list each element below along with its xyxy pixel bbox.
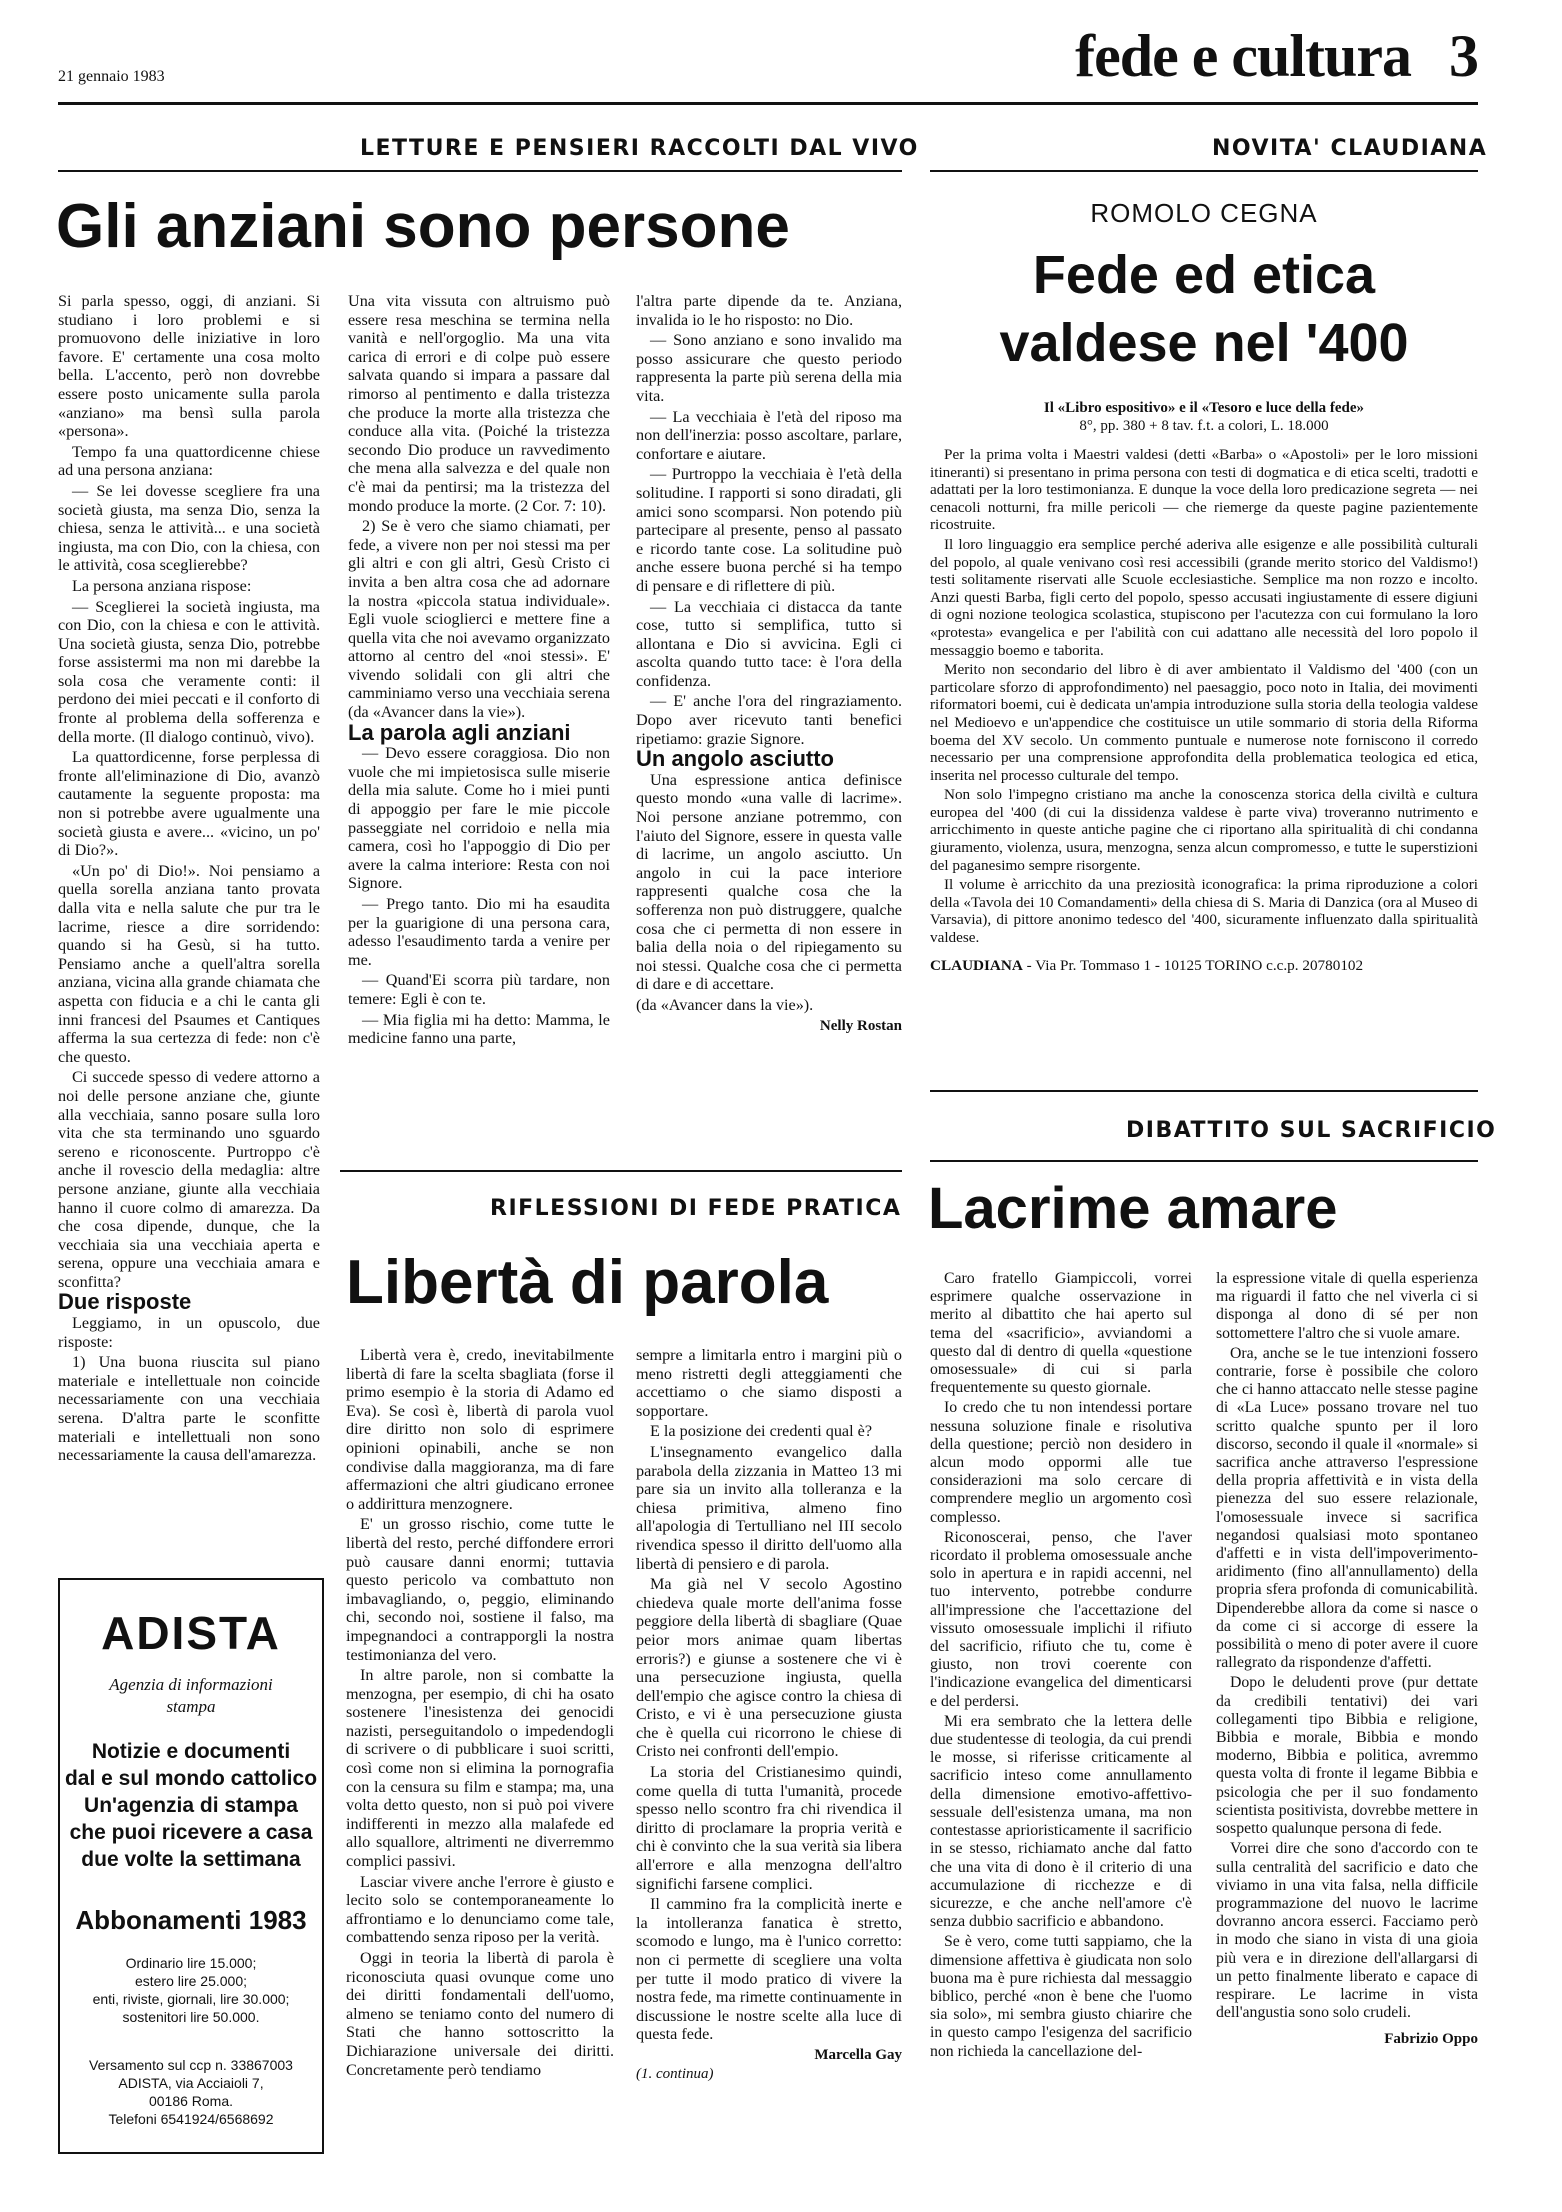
paragraph: Lasciar vivere anche l'errore è giusto e lecito solo se contemporaneamente lo affrontiamo e lo denunciamo come tale, combattendo senza riposo per la verità. <box>346 1872 614 1947</box>
paragraph: (da «Avancer dans la vie»). <box>636 995 814 1014</box>
section-title <box>1075 22 1478 91</box>
paragraph: l'altra parte dipende da te. Anziana, invalida io le ho risposto: no Dio. <box>636 292 902 329</box>
debate-col2 <box>1216 1270 1478 2049</box>
paragraph: E la posizione dei credenti qual è? <box>650 1422 873 1441</box>
adista-contact: ADISTA, via Acciaioli 7, <box>118 2075 264 2091</box>
paragraph: Non solo l'impegno cristiano ma anche la conoscenza storica della civiltà e cultura europea del '400 (di cui la dissidenza valdese è parte viva) troveranno nutrimento e arricchimento in queste antiche pagine che ci riportano alla spiritualità di chi condanna giuramento, violenza, usura, menzogna, senza alcun compromesso, e tutte le superstizioni del paganesimo sempre risorgente. <box>930 786 1478 874</box>
adista-ad <box>58 1578 324 2154</box>
left-col2 <box>348 292 610 1050</box>
publisher-name: CLAUDIANA <box>930 956 1023 974</box>
paragraph: Riconoscerai, penso, che l'aver ricordato il problema omosessuale anche solo in apertura e in rapidi accenni, nel tuo intervento, potrebbe condurre all'impressione che l'accettazione del vissuto omosessuale implichi il rifiuto del sacrificio, rifiuto che tu, come è giusto, non trovi coerente con l'indicazione evangelica del dimenticarsi e del perdersi. <box>930 1528 1192 1710</box>
paragraph: La persona anziana rispose: <box>72 576 252 595</box>
paragraph: — Quand'Ei scorra più tardare, non temere: Egli è con te. <box>348 971 610 1008</box>
paragraph: — La vecchiaia è l'età del riposo ma non dell'inerzia: posso ascoltare, parlare, confortare e aiutare. <box>636 407 902 463</box>
publisher-line <box>930 957 1478 975</box>
right-mid-rule <box>930 1090 1478 1092</box>
paragraph: Per la prima volta i Maestri valdesi (detti «Barba» o «Apostoli» per le loro missioni itineranti) si presentano in prima persona con testi di dogmatica e di etica scelti, tradotti e adattati per la loro testimonianza. E dunque la voce della loro predicazione segreta — nei cenacoli notturni, fra mille pericoli — che riemerge da queste pagine pazientemente ricostruite. <box>930 446 1478 534</box>
debate-headline: Lacrime amare <box>928 1176 1338 1241</box>
author-signature: Fabrizio Oppo <box>1384 2031 1478 2048</box>
adista-line: dal e sul mondo cattolico <box>64 1767 318 1790</box>
paragraph: Tempo fa una quattordicenne chiese ad una persona anziana: <box>58 442 320 480</box>
paragraph: Dopo le deludenti prove (pur dettate da credibili tentativi) dei vari collegamenti tipo Bibbia e religione, Bibbia e morale, Bibbia e mondo moderno, Bibbia e politica, avremmo questa volta di fronte il legame Bibbia e psicologia che per il suo fondamento scientista positivista, dovrebbe mettere in sospetto qualunque persona di fede. <box>1216 1674 1478 1838</box>
book-subtitle: Il «Libro espositivo» e il «Tesoro e luce della fede» <box>1043 400 1365 416</box>
paragraph: — La vecchiaia ci distacca da tante cose, tutto si semplifica, tutto si allontana e Dio si avvicina. Egli ci ascolta quando tutto tace: è l'ora della confidenza. <box>636 597 902 690</box>
paragraph: In altre parole, non si combatte la menzogna, per esempio, di chi ha osato sostenere l'inesistenza dei genocidi nazisti, perseguitandolo o impedendogli di scrivere o di pubblicare i suoi scritti, così come non si elimina la pornografia con la censura su film e stampa; ma, una volta detto questo, non si può poi vivere indifferenti in mezzo alla malafede ed allo squallore, altrimenti ne diverremmo complici passivi. <box>346 1666 614 1871</box>
right-kicker: NOVITA' CLAUDIANA <box>1212 136 1488 161</box>
publisher-address: - Via Pr. Tommaso 1 - 10125 TORINO c.c.p. 20780102 <box>1022 956 1364 974</box>
paragraph: Ci succede spesso di vedere attorno a noi delle persone anziane che, giunte alla vecchiaia, sanno posare sulla loro vita che sta terminando uno sguardo sereno e riconoscente. Purtroppo c'è anche il rovescio della medaglia: altre persone anziane, giunte alla vecchiaia hanno il cuore colmo di amarezza. Da che cosa dipende, dunque, che la vecchiaia sia una vecchiaia aperta e serena, oppure una vecchiaia amara e sconfitta? <box>58 1068 320 1291</box>
paragraph: Il cammino fra la complicità inerte e la intolleranza fanatica è stretto, scomodo e lungo, ma è l'unico corretto: non ci permette di scegliere una volta per tutte il modo pratico di vivere la nostra fede, ma rimette continuamente in discussione le nostre scelte alla luce di questa fede. <box>636 1895 902 2044</box>
paragraph: — E' anche l'ora del ringraziamento. Dopo aver ricevuto tanti benefici ripetiamo: grazie Signore. <box>636 692 902 748</box>
adista-price: sostenitori lire 50.000. <box>122 2009 260 2025</box>
paragraph: Leggiamo, in un opuscolo, due risposte: <box>58 1314 320 1351</box>
paragraph: — Sceglierei la società ingiusta, ma con Dio, con la chiesa e con le attività. Una società giusta, senza Dio, potrebbe forse assistermi ma non mi darebbe la sola cosa che veramente conti: il perdono dei miei peccati e il conforto di fronte al problema della sofferenza e della morte. (Il dialogo continuò, vivo). <box>58 597 320 746</box>
paragraph: — Mia figlia mi ha detto: Mamma, le medicine fanno una parte, <box>348 1010 610 1048</box>
paragraph: Merito non secondario del libro è di aver ambientato il Valdismo del '400 (con un particolare sforzo di approfondimento) nel paesaggio, poco noto in Italia, dei movimenti riformatori boemi, cui è dedicata un'ampia introduzione sulla storia della teologia valdese nel Medioevo e un'appendice che costituisce un utile sommario di storia della Riforma boema del XV secolo. Un commento puntuale e numerose note forniscono il corredo necessario per una comprensione approfondita della problematica teologica ed etica, inserita nel processo culturale del tempo. <box>930 661 1478 784</box>
adista-price: estero lire 25.000; <box>134 1973 248 1989</box>
paragraph: Ma già nel V secolo Agostino chiedeva quale morte dell'anima fosse peggiore della libertà di sbagliare (Quae peior mors animae quam libertas erroris?) e giunse a sostenere che vi è una persecuzione ingiusta, quella dell'empio che agisce contro la chiesa di Cristo, e vi è una persecuzione giusta che è quella cui ricorrono le chiese di Cristo nei confronti dell'empio. <box>636 1575 902 1761</box>
paragraph: sempre a limitarla entro i margini più o meno ristretti degli atteggiamenti che accettiamo o che siamo disposti a sopportare. <box>636 1346 902 1420</box>
debate-kicker: DIBATTITO SUL SACRIFICIO <box>1126 1118 1497 1143</box>
paragraph: — Devo essere coraggiosa. Dio non vuole che mi impietosisca sulle miserie della mia salute. Come ho i miei punti di appoggio per fare le mie piccole passeggiate nel corridoio e nella mia camera, così ho l'appoggio di Dio per avere la calma interiore: Resta con noi Signore. <box>348 744 610 893</box>
paragraph: Una vita vissuta con altruismo può essere resa meschina se termina nella vanità e nell'orgoglio. Ma una vita carica di errori e di colpe può essere salvata quando si impara a passare dal rimorso al pentimento e dalla tristezza che produce la morte alla tristezza che conduce alla vita. (Poiché la tristezza secondo Dio produce un ravvedimento che mena alla salvezza e del quale non c'è mai da pentirsi; ma la tristezza del mondo produce la morte. (2 Cor. 7: 10). <box>348 292 610 515</box>
left-kicker-rule <box>58 170 902 172</box>
adista-line: Un'agenzia di stampa <box>84 1794 298 1817</box>
mid-headline: Libertà di parola <box>346 1248 829 1317</box>
paragraph: 2) Se è vero che siamo chiamati, per fede, a vivere non per noi stessi ma per gli altri e con gli altri, Gesù Cristo ci invita a ben altra cosa che ad adornare la nostra «piccola statua individuale». Egli vuole scioglierci e mettere fine a quella vita che noi avevamo organizzato attorno al centro del «noi stessi». E' vivendo solidali con gli altri che camminiamo verso una vecchiaia serena (da «Avancer dans la vie»). <box>348 517 610 722</box>
author-signature: Nelly Rostan <box>819 1017 902 1034</box>
continuation-note: (1. continua) <box>636 2065 714 2082</box>
subheading: La parola agli anziani <box>348 719 571 745</box>
paragraph: — Purtroppo la vecchiaia è l'età della solitudine. I rapporti si sono diradati, gli amici sono scomparsi. Non potendo più partecipare al presente, penso al passato e ricordo tante cose. La solitudine può anche essere buona perché si ha tempo di pensare e di riflettere di più. <box>636 465 902 595</box>
paragraph: 1) Una buona riuscita sul piano materiale e intellettuale non coincide necessariamente con una vecchiaia serena. D'altra parte le sconfitte materiali e intellettuali non sono necessariamente la causa dell'amarezza. <box>58 1353 320 1465</box>
left-kicker: LETTURE E PENSIERI RACCOLTI DAL VIVO <box>360 136 919 161</box>
paragraph: — Prego tanto. Dio mi ha esaudita per la guarigione di una persona cara, adesso l'esaudimento tarda a venire per me. <box>348 895 610 969</box>
paragraph: Oggi in teoria la libertà di parola è riconosciuta quasi ovunque come uno dei diritti fondamentali dell'uomo, almeno se teniamo conto del numero di Stati che hanno sottoscritto la Dichiarazione universale dei diritti. Concretamente però tendiamo <box>346 1949 614 2079</box>
paragraph: E' un grosso rischio, come tutte le libertà del resto, perché diffondere errori può causare danni enormi; tuttavia questo pericolo va combattuto non imbavagliando, o, peggio, eliminando chi, secondo noi, sostiene il falso, ma impegnandoci a contrapporgli la nostra testimonianza del vero. <box>346 1515 614 1664</box>
paragraph: — Sono anziano e sono invalido ma posso assicurare che questo periodo rappresenta la parte più serena della mia vita. <box>636 331 902 405</box>
left-col3 <box>636 292 902 1035</box>
adista-price: Ordinario lire 15.000; <box>125 1955 257 1971</box>
adista-price: enti, riviste, giornali, lire 30.000; <box>92 1991 290 2007</box>
book-headline-2: valdese nel '400 <box>999 313 1409 373</box>
subheading: Due risposte <box>58 1289 192 1315</box>
section-name: fede e cultura <box>1075 23 1411 89</box>
paragraph: la espressione vitale di quella esperienza ma riguardi il fatto che nel viverla ci si disponga al dono di sé per non sottomettere l'altro che si vuole amare. <box>1216 1270 1478 1342</box>
mid-kicker: RIFLESSIONI DI FEDE PRATICA <box>490 1196 902 1221</box>
adista-logo: ADISTA <box>101 1607 281 1659</box>
book-specs: 8°, pp. 380 + 8 tav. f.t. a colori, L. 18.000 <box>1079 418 1329 434</box>
adista-contact: 00186 Roma. <box>148 2093 234 2109</box>
paragraph: Mi era sembrato che la lettera delle due studentesse di teologia, da cui prendi le mosse, si riferisse criticamente al sacrificio inteso come annullamento della dimensione emotivo-affettivo-sessuale dell'esistenza umana, ma non contestasse aprioristicamente il sacrificio in se stesso, richiamato anche dal fatto che una vita di dono è il criterio di una accumulazione di ricchezze e di sicurezze, e che anche nell'amore c'è senza dubbio sacrificio e abbandono. <box>930 1712 1192 1931</box>
paragraph: — Se lei dovesse scegliere fra una società giusta, ma senza Dio, senza la chiesa, senza le attività... e una società ingiusta, ma con Dio, con la chiesa, con le attività, cosa sceglierebbe? <box>58 481 320 575</box>
adista-subscriptions: Abbonamenti 1983 <box>75 1905 307 1935</box>
author-signature: Marcella Gay <box>814 2046 902 2063</box>
adista-subtitle: Agenzia di informazioni stampa <box>109 1675 273 1716</box>
paragraph: Ora, anche se le tue intenzioni fossero contrarie, forse è possibile che coloro che ci hanno attaccato nelle stesse pagine di «La Luce» possano trovare nel tuo scritto qualche spunto per il loro discorso, secondo il quale il «normale» si sacrifica anche attraverso l'espressione della propria affettività e in vista della pienezza del suo essere relazionale, l'omosessuale invece si sacrifica negandosi qualsiasi moto spontaneo d'affetti e in vista dell'impoverimento-aridimento (fino all'annullamento) della propria sfera profonda di comunicabilità. Dipenderebbe allora da come si nasce o da come ci si accorge di essere la possibilità o meno di poter avere il cuore rallegrato da rispondenze d'affetti. <box>1216 1344 1478 1672</box>
paragraph: Il volume è arricchito da una preziosità iconografica: la prima riproduzione a colori della «Tavola dei 10 Comandamenti» della chiesa di S. Maria di Danzica (ora al Museo di Varsavia), di pittore anonimo tedesco del '400, sicuramente influenzato dalla spiritualità valdese. <box>930 876 1478 947</box>
adista-contact: Telefoni 6541924/6568692 <box>108 2111 274 2127</box>
issue-date: 21 gennaio 1983 <box>58 68 165 85</box>
paragraph: Caro fratello Giampiccoli, vorrei esprimere qualche osservazione in merito al dibattito che hai aperto sul tema del «sacrificio», avviandomi a questo dal di dentro di quella «questione omosessuale» di cui si parla frequentemente su questo giornale. <box>930 1270 1192 1397</box>
left-col1 <box>58 292 320 1467</box>
adista-line: Notizie e documenti <box>91 1740 291 1763</box>
adista-line: due volte la settimana <box>81 1848 301 1871</box>
right-sect2-rule <box>930 1160 1478 1162</box>
left-headline: Gli anziani sono persone <box>56 192 790 261</box>
book-headline-1: Fede ed etica <box>1032 245 1376 305</box>
adista-line: che puoi ricevere a casa <box>69 1821 313 1844</box>
paragraph: La storia del Cristianesimo quindi, come quella di tutta l'umanità, procede spesso nello scontro fra chi rivendica il diritto di proclamare la propria verità e chi è convinto che la sua verità sia libera all'errore e alla menzogna dell'altro significhi farsene complici. <box>636 1763 902 1893</box>
paragraph: Si parla spesso, oggi, di anziani. Si studiano i loro problemi e si promuovono delle iniziative in loro favore. E' certamente una cosa molto bella. L'accento, però non dovrebbe essere posto unicamente sulla parola «anziano» ma bensì sulla parola «persona». <box>58 292 320 441</box>
book-review <box>930 446 1478 976</box>
paragraph: L'insegnamento evangelico dalla parabola della zizzania in Matteo 13 mi pare sia un invito alla tolleranza e la chiesa primitiva, almeno fino all'apologia di Tertulliano nel III secolo rivendica spesso il diritto dell'uomo alla libertà di pensiero e di parola. <box>636 1442 902 1573</box>
right-kicker-rule <box>930 170 1478 172</box>
paragraph: Vorrei dire che sono d'accordo con te sulla centralità del sacrificio e dato che viviamo in una vita falsa, nella difficile programmazione del nuovo le lacrime dovranno ancora esserci. Facciamo però in modo che siano in vista di una gioia più vera e in direzione dell'allargarsi di un petto finalmente liberato e capace di respirare. Le lacrime in vista dell'angustia sono solo crudeli. <box>1216 1840 1478 2022</box>
mid-col2 <box>636 1346 902 2083</box>
paragraph: Il loro linguaggio era semplice perché aderiva alle esigenze e alle possibilità culturali del popolo, al quale venivano così resi accessibili (grande merito storico del Valdismo!) testi solitamente riservati alle Scuole ecclesiastiche. Semplice ma non rozzo e incolto. Anzi questi Barba, figli certo del popolo, spesso accusati ingiustamente di essere digiuni di ogni nozione teologica scolastica, stupiscono per l'acutezza con cui formulano la loro «protesta» evangelica e per l'abilità con cui adattano alle necessità del loro popolo il messaggio boemo e taborita. <box>930 535 1478 659</box>
book-author: ROMOLO CEGNA <box>1090 198 1318 228</box>
paragraph: «Un po' di Dio!». Noi pensiamo a quella sorella anziana tanto provata dalla vita e nella salute che pur tra le lacrime, riesce a dire sorridendo: quando si ha Gesù, si ha tutto. Pensiamo anche a quell'altra sorella anziana, vicina alla grande chiamata che aspetta con fiducia e a chi le canta gli inni francesi del Psaumes et Cantiques afferma la sua certezza di fede: non c'è che questo. <box>58 861 320 1066</box>
page-number: 3 <box>1449 23 1478 89</box>
paragraph: Se è vero, come tutti sappiamo, che la dimensione affettiva è giudicata non solo buona ma è pure richiesta dal messaggio biblico, perché «non è bene che l'uomo sia solo», mi sembra giusto chiarire che in questo campo l'esigenza del sacrificio non richieda la cancellazione del- <box>930 1933 1192 2060</box>
paragraph: Libertà vera è, credo, inevitabilmente libertà di fare la scelta sbagliata (forse il primo esempio è la storia di Adamo ed Eva). Se così è, libertà di parola vuol dire diritto non solo di esprimere opinioni opinabili, anche se non condivise dalla maggioranza, ma di fare affermazioni che altri giudicano erronee o addirittura menzognere. <box>346 1346 614 1513</box>
subheading: Un angolo asciutto <box>636 746 834 772</box>
debate-col1 <box>930 1270 1192 2063</box>
adista-contact: Versamento sul ccp n. 33867003 <box>89 2057 293 2073</box>
paragraph: La quattordicenne, forse perplessa di fronte all'eliminazione di Dio, avanzò cautamente la seguente proposta: ma non si potrebbe avere ugualmente una società giusta e avere... «vicino, un po' di Dio?». <box>58 748 320 860</box>
mid-col1 <box>346 1346 614 2081</box>
paragraph: Una espressione antica definisce questo mondo «una valle di lacrime». Noi persone anziane potremmo, con l'aiuto del Signore, essere in questa valle di lacrime, un angolo asciutto. Un angolo in cui la pace interiore rappresenti qualche cosa che la sofferenza non può distruggere, qualche cosa che ci permetta di non essere in balia della noia o del ripiegamento su noi stessi. Qualche cosa che ci permetta di dare e di accettare. <box>636 770 902 994</box>
paragraph: Io credo che tu non intendessi portare nessuna soluzione finale e risolutiva della questione; perciò non desidero in alcun modo oppormi alle tue considerazioni ma solo cercare di comprendere meglio un argomento così complesso. <box>930 1399 1192 1526</box>
header-rule <box>58 102 1478 105</box>
mid-rule <box>340 1170 902 1172</box>
